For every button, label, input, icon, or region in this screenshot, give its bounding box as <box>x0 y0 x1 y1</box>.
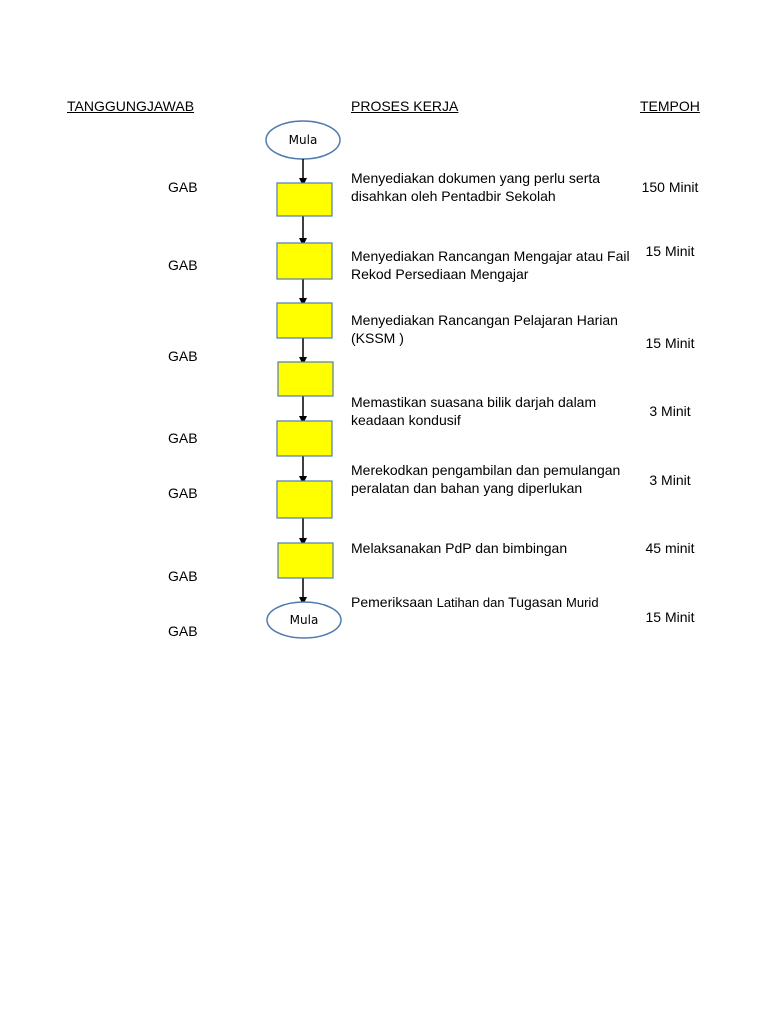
process-step-text: Menyediakan Rancangan Mengajar atau Fail Rekod Persediaan Mengajar <box>351 248 630 282</box>
process-box <box>277 303 332 338</box>
duration-value: 3 Minit <box>649 472 691 488</box>
last-step-part: Latihan dan <box>436 595 505 610</box>
duration-value: 15 Minit <box>645 243 695 259</box>
process-box <box>277 243 332 279</box>
last-step-part: Pemeriksaan <box>351 594 437 610</box>
responsible-label: GAB <box>168 430 198 446</box>
start-oval <box>266 121 340 159</box>
duration-value: 150 Minit <box>641 179 699 195</box>
responsible-label: GAB <box>168 348 198 364</box>
end-oval <box>267 602 341 638</box>
responsible-label: GAB <box>168 257 198 273</box>
last-step-part: Murid <box>566 595 599 610</box>
responsible-label: GAB <box>168 179 198 195</box>
duration-value: 15 Minit <box>645 609 695 625</box>
process-box <box>278 362 333 396</box>
responsible-label: GAB <box>168 623 198 639</box>
header-duration: TEMPOH <box>640 98 700 114</box>
process-step-text: Menyediakan dokumen yang perlu serta disahkan oleh Pentadbir Sekolah <box>351 170 601 204</box>
process-step-text: Merekodkan pengambilan dan pemulangan peralatan dan bahan yang diperlukan <box>351 462 621 496</box>
duration-value: 15 Minit <box>645 335 695 351</box>
process-step-text: Memastikan suasana bilik darjah dalam keadaan kondusif <box>351 394 597 428</box>
process-step-last <box>351 593 636 612</box>
responsible-label: GAB <box>168 568 198 584</box>
process-step-text: Melaksanakan PdP dan bimbingan <box>351 540 568 556</box>
process-box <box>278 543 333 578</box>
header-process: PROSES KERJA <box>351 98 459 114</box>
process-box <box>277 421 332 456</box>
process-box <box>277 481 332 518</box>
start-label: Mula <box>288 133 318 147</box>
process-step-text: Menyediakan Rancangan Pelajaran Harian (KSSM ) <box>351 312 618 346</box>
process-box <box>277 183 332 216</box>
duration-value: 3 Minit <box>649 403 691 419</box>
header-responsibility: TANGGUNGJAWAB <box>67 98 195 114</box>
responsible-label: GAB <box>168 485 198 501</box>
duration-value: 45 minit <box>645 540 695 556</box>
end-label: Mula <box>289 613 319 627</box>
last-step-part: Tugasan <box>504 594 567 610</box>
